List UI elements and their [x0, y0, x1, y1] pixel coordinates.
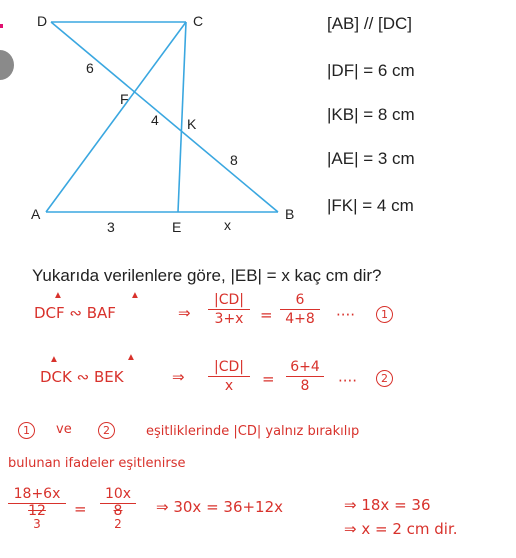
denominator-reduced: 2: [114, 517, 122, 531]
segment-ce: [178, 22, 186, 212]
denominator-crossed: 8: [113, 503, 123, 519]
fraction-bar: [208, 376, 250, 377]
implies-arrow: ⇒: [172, 368, 185, 386]
ref-circle-1: [18, 420, 35, 439]
denominator: 3+x: [214, 311, 244, 327]
length-eb-label: x: [224, 217, 231, 233]
angle-mark: ▲: [53, 290, 63, 301]
equation-ref-1: [376, 304, 393, 323]
denominator: x: [224, 378, 234, 394]
equals-sign: =: [260, 306, 273, 324]
fraction-cd-over-x: [208, 359, 250, 394]
ref-circle-2: [98, 420, 115, 439]
numerator: |CD|: [214, 359, 244, 375]
length-ae-label: 3: [107, 219, 115, 235]
fraction-bar: [280, 309, 320, 310]
point-k-label: K: [187, 116, 197, 132]
final-answer: ⇒ x = 2 cm dir.: [344, 520, 458, 538]
similarity-2: DCK ∾ BEK: [40, 368, 124, 386]
fraction-left: [8, 486, 66, 530]
fraction-cd-over-3x: [208, 292, 250, 327]
fraction-right: [100, 486, 136, 530]
dots: ····: [336, 306, 356, 324]
point-f-label: F: [120, 91, 129, 107]
step-18x: ⇒ 18x = 36: [344, 496, 431, 514]
explanation-line-2: bulunan ifadeler eşitlenirse: [8, 456, 186, 471]
circled-number: 2: [98, 422, 115, 439]
fraction-bar: [286, 376, 324, 377]
circled-number: 1: [18, 422, 35, 439]
length-df-label: 6: [86, 60, 94, 76]
step-30x: ⇒ 30x = 36+12x: [156, 498, 284, 516]
length-fk-label: 4: [151, 112, 159, 128]
equals-sign: =: [74, 500, 87, 518]
equals-sign: =: [262, 370, 275, 388]
numerator: |CD|: [214, 292, 244, 308]
explanation-line-1: eşitliklerinde |CD| yalnız bırakılıp: [146, 424, 360, 439]
given-fk: |FK| = 4 cm: [327, 196, 414, 215]
point-d-label: D: [37, 13, 48, 29]
fraction-6-over-12: [280, 292, 320, 327]
ve-word: ve: [56, 422, 72, 437]
denominator: 4+8: [285, 311, 315, 327]
point-c-label: C: [193, 13, 204, 29]
angle-mark: ▲: [49, 354, 59, 365]
geometry-diagram: [0, 0, 320, 240]
point-a-label: A: [31, 206, 41, 222]
given-kb: |KB| = 8 cm: [327, 105, 415, 124]
implies-arrow: ⇒: [178, 304, 191, 322]
numerator: 6+4: [290, 359, 320, 375]
circled-number: 1: [376, 306, 393, 323]
fraction-10-over-8: [286, 359, 324, 394]
numerator: 10x: [104, 486, 132, 502]
given-ae: |AE| = 3 cm: [327, 149, 415, 168]
denominator-crossed: 12: [28, 503, 46, 519]
point-e-label: E: [172, 219, 182, 235]
dots: ····: [338, 372, 358, 390]
numerator: 6: [295, 292, 305, 308]
numerator: 18+6x: [13, 486, 61, 502]
angle-mark: ▲: [126, 352, 136, 363]
angle-mark: ▲: [130, 290, 140, 301]
circled-number: 2: [376, 370, 393, 387]
similarity-1: DCF ∾ BAF: [34, 304, 116, 322]
point-b-label: B: [285, 206, 295, 222]
denominator: 8: [300, 378, 310, 394]
denominator-reduced: 3: [33, 517, 41, 531]
fraction-bar: [208, 309, 250, 310]
question-text: Yukarıda verilenlere göre, |EB| = x kaç cm dir?: [32, 266, 382, 285]
given-df: |DF| = 6 cm: [327, 61, 415, 80]
equation-ref-2: [376, 368, 393, 387]
length-kb-label: 8: [230, 152, 238, 168]
given-parallel: [AB] // [DC]: [327, 14, 413, 33]
